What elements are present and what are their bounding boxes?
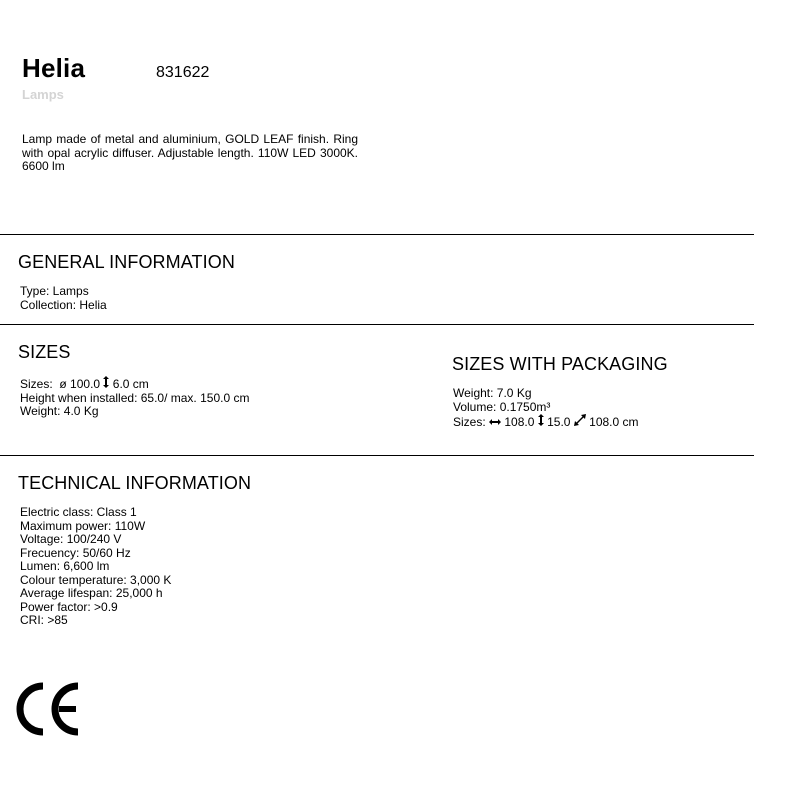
sizes-heading: SIZES [18, 342, 71, 362]
sizes-list [20, 376, 249, 419]
height-value: 6.0 cm [112, 377, 149, 391]
packaging-sizes-label: Sizes: [453, 415, 486, 429]
technical-information-list [20, 506, 171, 628]
packaging-sizes-line [453, 414, 639, 430]
packaging-depth-value: 108.0 cm [589, 415, 639, 429]
packaging-width-value: 108.0 [504, 415, 535, 429]
product-name: Helia [22, 53, 86, 83]
type-line: Type: Lamps [20, 284, 89, 298]
weight-line: Weight: 4.0 Kg [20, 404, 99, 418]
horizontal-arrow-icon [489, 416, 501, 430]
packaging-weight-line: Weight: 7.0 Kg [453, 386, 532, 400]
divider [0, 324, 754, 325]
packaging-volume-line: Volume: 0.1750m³ [453, 399, 551, 414]
product-code: 831622 [156, 64, 210, 81]
product-category: Lamps [22, 87, 64, 102]
ce-mark-icon [16, 682, 84, 736]
technical-information-heading: TECHNICAL INFORMATION [18, 473, 252, 493]
general-information-list [20, 285, 107, 312]
technical-line: Colour temperature: 3,000 K [20, 572, 172, 587]
technical-line: Electric class: Class 1 [20, 505, 137, 519]
packaging-list [453, 387, 639, 430]
technical-line: Lumen: 6,600 lm [20, 559, 110, 573]
sizes-line [20, 376, 249, 392]
diagonal-arrow-icon [574, 414, 586, 430]
technical-line: Average lifespan: 25,000 h [20, 586, 163, 600]
diameter-symbol: ø [59, 377, 67, 391]
technical-line: CRI: >85 [20, 613, 68, 627]
sizes-with-packaging-heading: SIZES WITH PACKAGING [452, 354, 668, 374]
divider [0, 455, 754, 456]
vertical-arrow-icon [538, 414, 544, 430]
sizes-label: Sizes: [20, 377, 53, 391]
vertical-arrow-icon [103, 376, 109, 392]
collection-line: Collection: Helia [20, 297, 107, 312]
installed-height-line: Height when installed: 65.0/ max. 150.0 cm [20, 390, 250, 405]
packaging-height-value: 15.0 [547, 415, 571, 429]
technical-line: Power factor: >0.9 [20, 599, 118, 614]
technical-line: Voltage: 100/240 V [20, 532, 122, 546]
technical-line: Frecuency: 50/60 Hz [20, 545, 131, 560]
product-description: Lamp made of metal and aluminium, GOLD LEAF finish. Ring with opal acrylic diffuser. Adjustable length. 110W LED 3000K. 6600 lm [22, 132, 358, 173]
divider [0, 234, 754, 235]
technical-line: Maximum power: 110W [20, 518, 146, 533]
general-information-heading: GENERAL INFORMATION [18, 252, 235, 272]
diameter-value: 100.0 [70, 377, 101, 391]
